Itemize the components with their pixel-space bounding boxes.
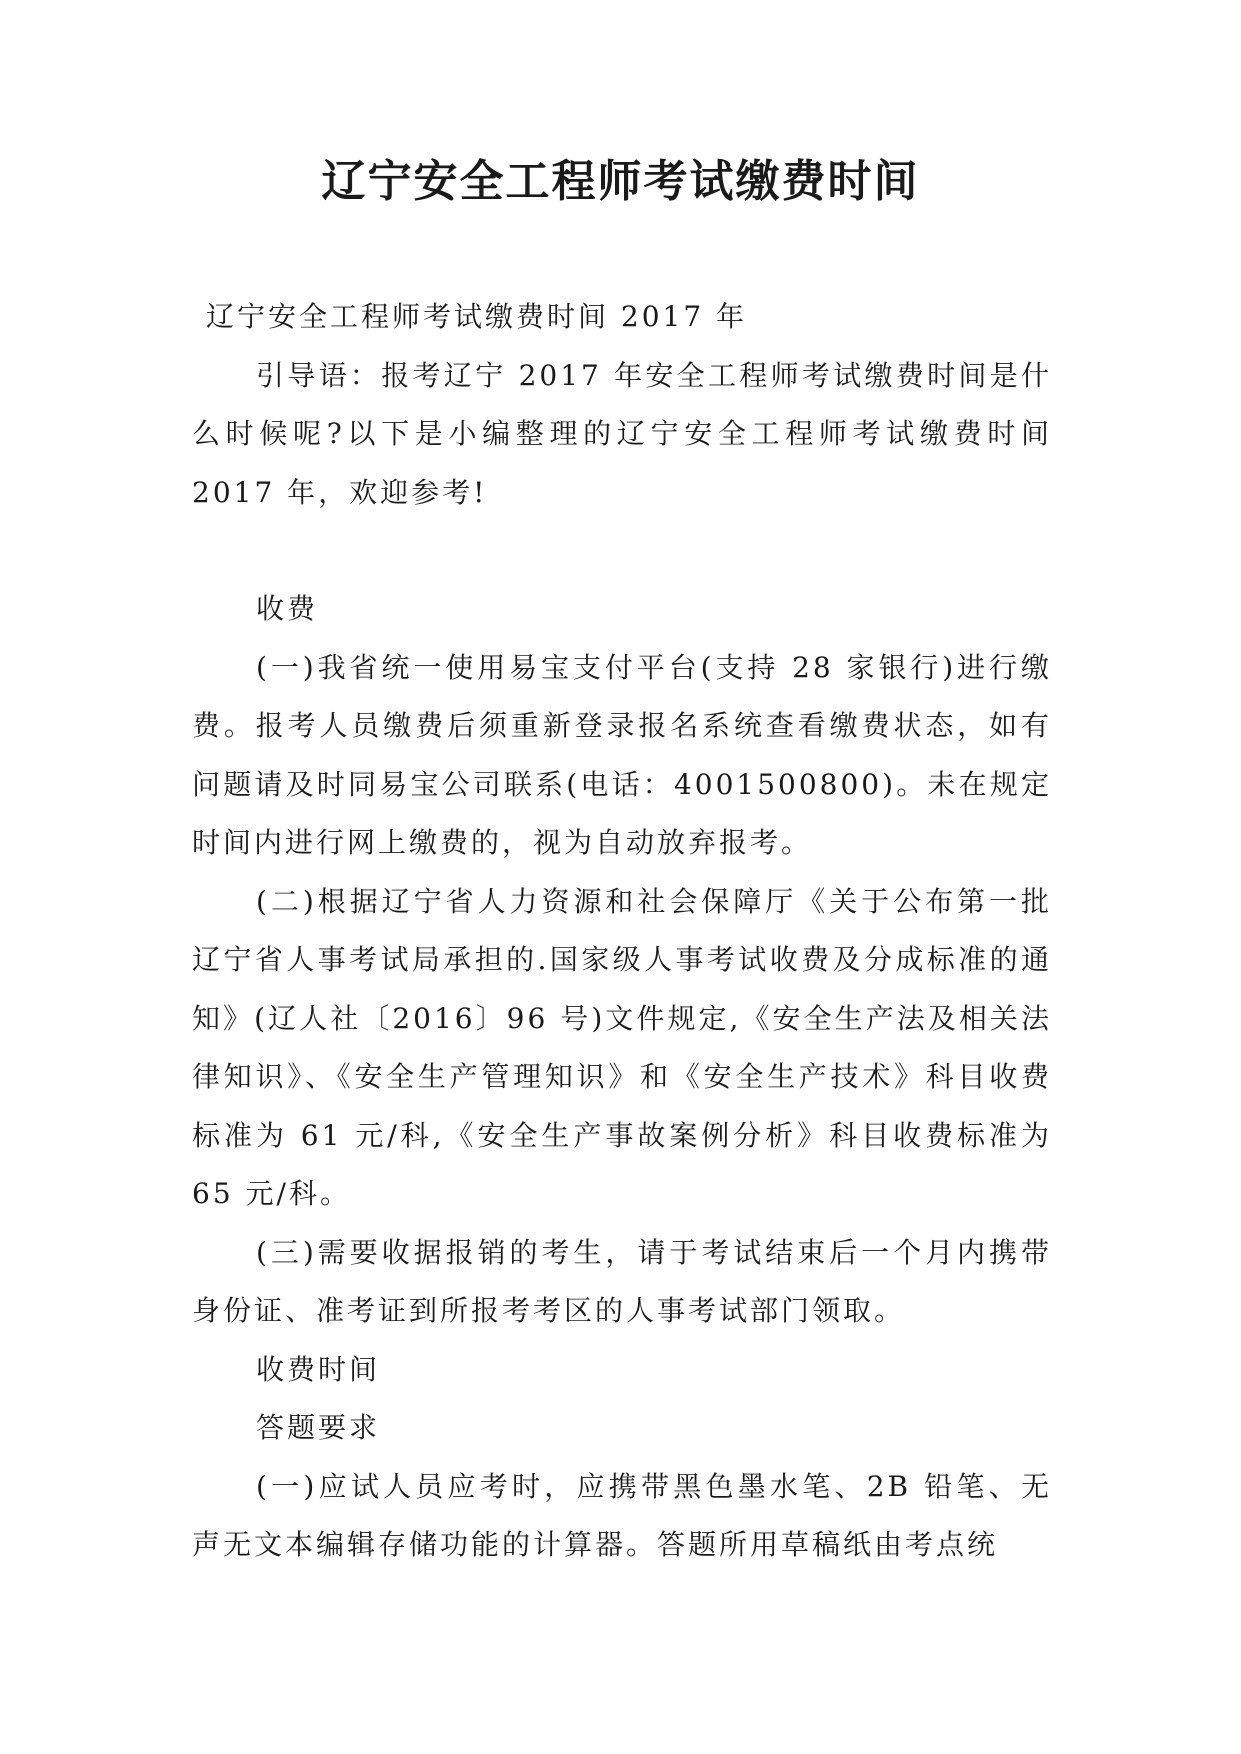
- fee-paragraph-2: (二)根据辽宁省人力资源和社会保障厅《关于公布第一批辽宁省人事考试局承担的.国家级人事考试收费及分成标准的通知》(辽人社〔2016〕96 号)文件规定,《安全生产法及相关法律知识》、《安全生产管理知识》和《安全生产技术》科目收费标准为 61 元/科,《安全生产事故案例分析》科目收费标准为 65 元/科。: [192, 884, 1052, 1210]
- answer-paragraph-1: (一)应试人员应考时，应携带黑色墨水笔、2B 铅笔、无声无文本编辑存储功能的计算器。答题所用草稿纸由考点统: [192, 1469, 1052, 1561]
- intro-paragraph: 引导语：报考辽宁 2017 年安全工程师考试缴费时间是什么时候呢?以下是小编整理的辽宁安全工程师考试缴费时间 2017 年，欢迎参考!: [192, 358, 1052, 509]
- document-subtitle: 辽宁安全工程师考试缴费时间 2017 年: [206, 300, 748, 333]
- section-heading-answer: 答题要求: [256, 1411, 381, 1444]
- document-body: [192, 288, 1052, 1575]
- section-heading-fee: 收费: [256, 592, 319, 625]
- paragraph-gap: [192, 522, 1052, 580]
- fee-paragraph-1: (一)我省统一使用易宝支付平台(支持 28 家银行)进行缴费。报考人员缴费后须重新登录报名系统查看缴费状态，如有问题请及时同易宝公司联系(电话：4001500800)。未在规定时间内进行网上缴费的，视为自动放弃报考。: [192, 650, 1052, 859]
- section-heading-fee-time: 收费时间: [256, 1352, 381, 1386]
- fee-paragraph-3: (三)需要收据报销的考生，请于考试结束后一个月内携带身份证、准考证到所报考考区的人事考试部门领取。: [192, 1235, 1052, 1327]
- document-title: 辽宁安全工程师考试缴费时间: [321, 156, 920, 207]
